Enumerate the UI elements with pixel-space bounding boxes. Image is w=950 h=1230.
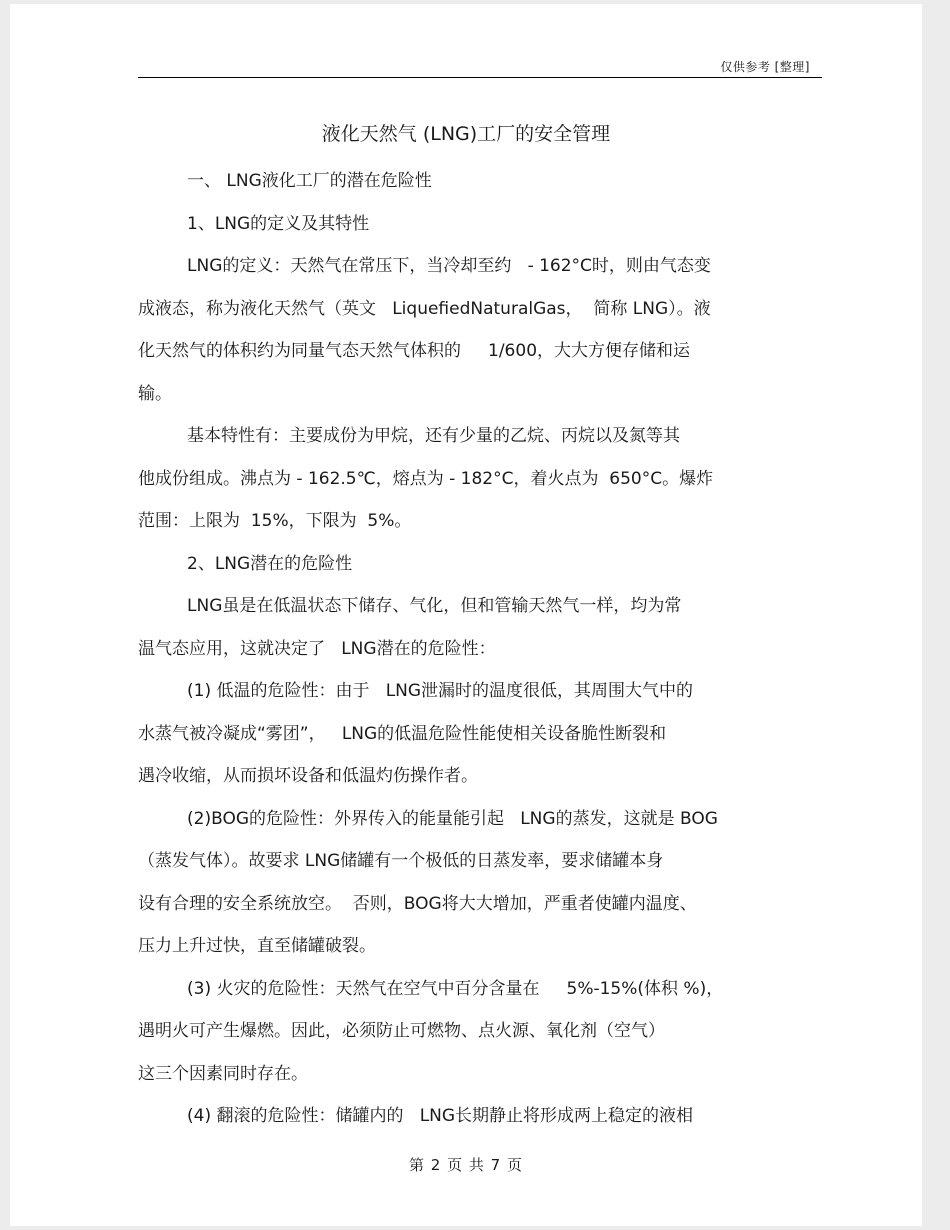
text-line: 这三个因素同时存在。 bbox=[138, 1063, 308, 1084]
text-line: (1) 低温的危险性：由于 LNG泄漏时的温度很低，其周围大气中的 bbox=[187, 681, 694, 701]
text-line: 范围：上限为 15%，下限为 5%。 bbox=[138, 511, 412, 531]
subsection-heading: 1、LNG的定义及其特性 bbox=[187, 213, 370, 234]
header-rule bbox=[138, 77, 822, 78]
text-line: LNG的定义：天然气在常压下，当冷却至约 - 162°C时，则由气态变 bbox=[187, 256, 711, 276]
text-line: 基本特性有：主要成份为甲烷，还有少量的乙烷、丙烷以及氮等其 bbox=[187, 426, 680, 446]
document-page bbox=[10, 4, 922, 1226]
text-line: （蒸发气体）。故要求 LNG储罐有一个极低的日蒸发率，要求储罐本身 bbox=[138, 851, 664, 871]
text-line: 输。 bbox=[138, 383, 172, 404]
text-line: 遇冷收缩，从而损坏设备和低温灼伤操作者。 bbox=[138, 766, 478, 786]
text-line: 他成份组成。沸点为 - 162.5℃，熔点为 - 182°C，着火点为 650°C。爆炸 bbox=[138, 468, 714, 489]
text-line: 遇明火可产生爆燃。因此，必须防止可燃物、点火源、氧化剂（空气） bbox=[138, 1021, 665, 1041]
text-line: 设有合理的安全系统放空。 否则，BOG将大大增加，严重者使罐内温度、 bbox=[138, 893, 697, 914]
text-line: LNG虽是在低温状态下储存、气化，但和管输天然气一样，均为常 bbox=[187, 596, 682, 616]
text-line: (2)BOG的危险性：外界传入的能量能引起 LNG的蒸发，这就是 BOG bbox=[187, 808, 718, 829]
text-line: 温气态应用，这就决定了 LNG潜在的危险性： bbox=[138, 638, 496, 659]
subsection-heading: 2、LNG潜在的危险性 bbox=[187, 553, 353, 574]
header-note: 仅供参考 [整理] bbox=[720, 60, 810, 74]
text-line: 水蒸气被冷凝成“雾团”， LNG的低温危险性能使相关设备脆性断裂和 bbox=[138, 723, 667, 744]
text-line: 成液态，称为液化天然气（英文 LiquefiedNaturalGas， 简称 LNG）。液 bbox=[138, 298, 711, 319]
text-line: 化天然气的体积约为同量气态天然气体积的 1/600，大大方便存储和运 bbox=[138, 341, 691, 361]
section-heading: 一、 LNG液化工厂的潜在危险性 bbox=[187, 171, 432, 191]
page-title: 液化天然气 (LNG)工厂的安全管理 bbox=[321, 123, 611, 145]
text-line: 压力上升过快，直至储罐破裂。 bbox=[138, 936, 376, 956]
page-footer: 第 2 页 共 7 页 bbox=[409, 1156, 523, 1174]
document-body bbox=[138, 160, 828, 1138]
text-line: (3) 火灾的危险性：天然气在空气中百分含量在 5%-15%(体积 %)， bbox=[187, 978, 724, 999]
text-line: (4) 翻滚的危险性：储罐内的 LNG长期静止将形成两上稳定的液相 bbox=[187, 1106, 694, 1126]
